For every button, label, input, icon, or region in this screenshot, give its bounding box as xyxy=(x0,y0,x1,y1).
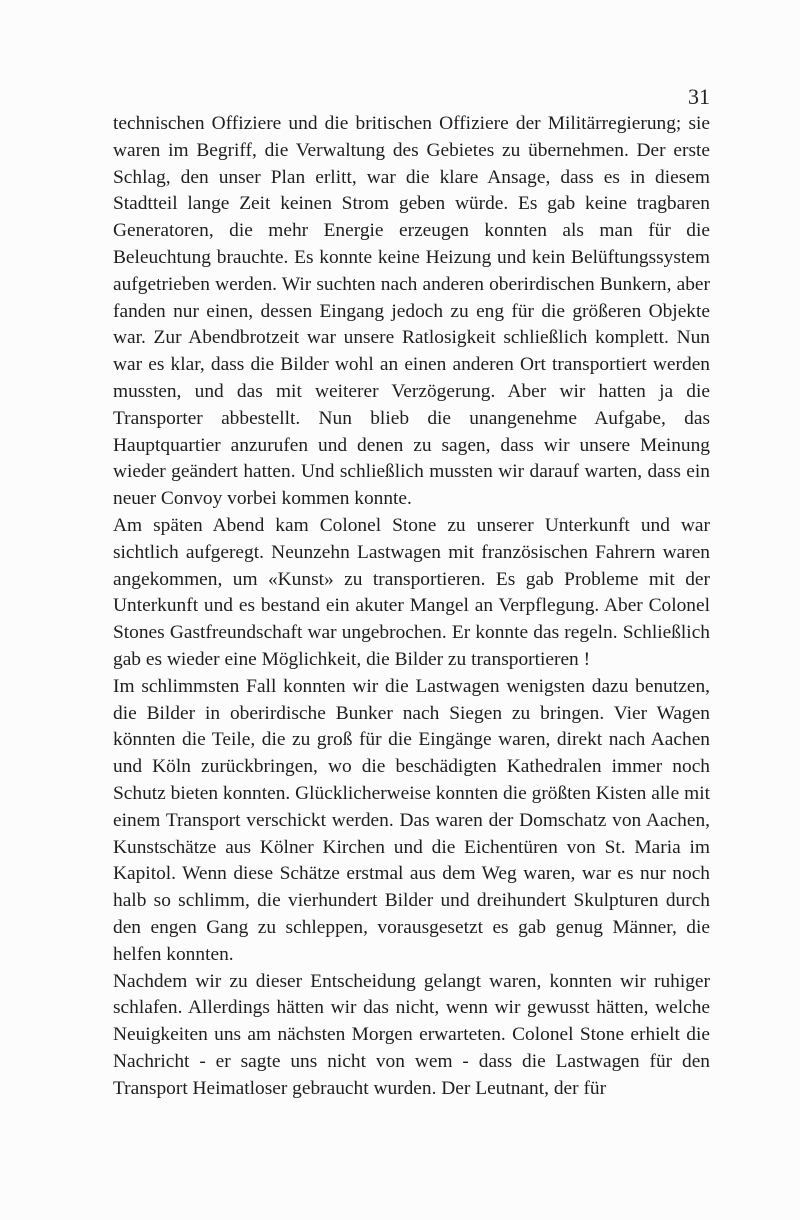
paragraph-4: Nachdem wir zu dieser Entscheidung gelangt waren, konnten wir ruhiger schlafen. Allerdings hätten wir das nicht, wenn wir gewusst hätten, welche Neuigkeiten uns am nächsten Morgen erwarteten. Colonel Stone erhielt die Nachricht - er sagte uns nicht von wem - dass die Lastwagen für den Transport Heimatloser gebraucht wurden. Der Leutnant, der für xyxy=(113,970,710,1099)
page-number: 31 xyxy=(688,84,710,109)
paragraph-2: Am späten Abend kam Colonel Stone zu unserer Unterkunft und war sichtlich aufgeregt. Neunzehn Lastwagen mit französischen Fahrern waren angekommen, um «Kunst» zu transportieren. Es gab Probleme mit der Unterkunft und es bestand ein akuter Mangel an Verpflegung. Aber Colonel Stones Gastfreundschaft war ungebrochen. Er konnte das regeln. Schließlich gab es wieder eine Möglichkeit, die Bilder zu transportieren ! xyxy=(113,514,710,670)
paragraph-1: technischen Offiziere und die britischen Offiziere der Militärregierung; sie waren im Begriff, die Verwaltung des Gebietes zu übernehmen. Der erste Schlag, den unser Plan erlitt, war die klare Ansage, dass es in diesem Stadtteil lange Zeit keinen Strom geben würde. Es gab keine tragbaren Generatoren, die mehr Energie erzeugen konnten als man für die Beleuchtung brauchte. Es konnte keine Heizung und kein Belüftungssystem aufgetrieben werden. Wir suchten nach anderen oberirdischen Bunkern, aber fanden nur einen, dessen Eingang jedoch zu eng für die größeren Objekte war. Zur Abendbrotzeit war unsere Ratlosigkeit schließlich komplett. Nun war es klar, dass die Bilder wohl an einen anderen Ort transportiert werden mussten, und das mit weiterer Verzögerung. Aber wir hatten ja die Transporter abbestellt. Nun blieb die unangenehme Aufgabe, das Hauptquartier anzurufen und denen zu sagen, dass wir unsere Meinung wieder geändert hatten. Und schließlich mussten wir darauf warten, dass ein neuer Convoy vorbei kommen konnte. xyxy=(113,113,710,510)
paragraph-3: Im schlimmsten Fall konnten wir die Lastwagen wenigsten dazu benutzen, die Bilder in oberirdische Bunker nach Siegen zu bringen. Vier Wagen könnten die Teile, die zu groß für die Eingänge waren, direkt nach Aachen und Köln zurückbringen, wo die beschädigten Kathedralen immer noch Schutz bieten konnten. Glücklicherweise konnten die größten Kisten alle mit einem Transport verschickt werden. Das waren der Domschatz von Aachen, Kunstschätze aus Kölner Kirchen und die Eichentüren von St. Maria im Kapitol. Wenn diese Schätze erstmal aus dem Weg waren, war es nur noch halb so schlimm, die vierhundert Bilder und dreihundert Skulpturen durch den engen Gang zu schleppen, vorausgesetzt es gab genug Männer, die helfen konnten. xyxy=(113,675,710,965)
body-text xyxy=(113,111,710,1102)
